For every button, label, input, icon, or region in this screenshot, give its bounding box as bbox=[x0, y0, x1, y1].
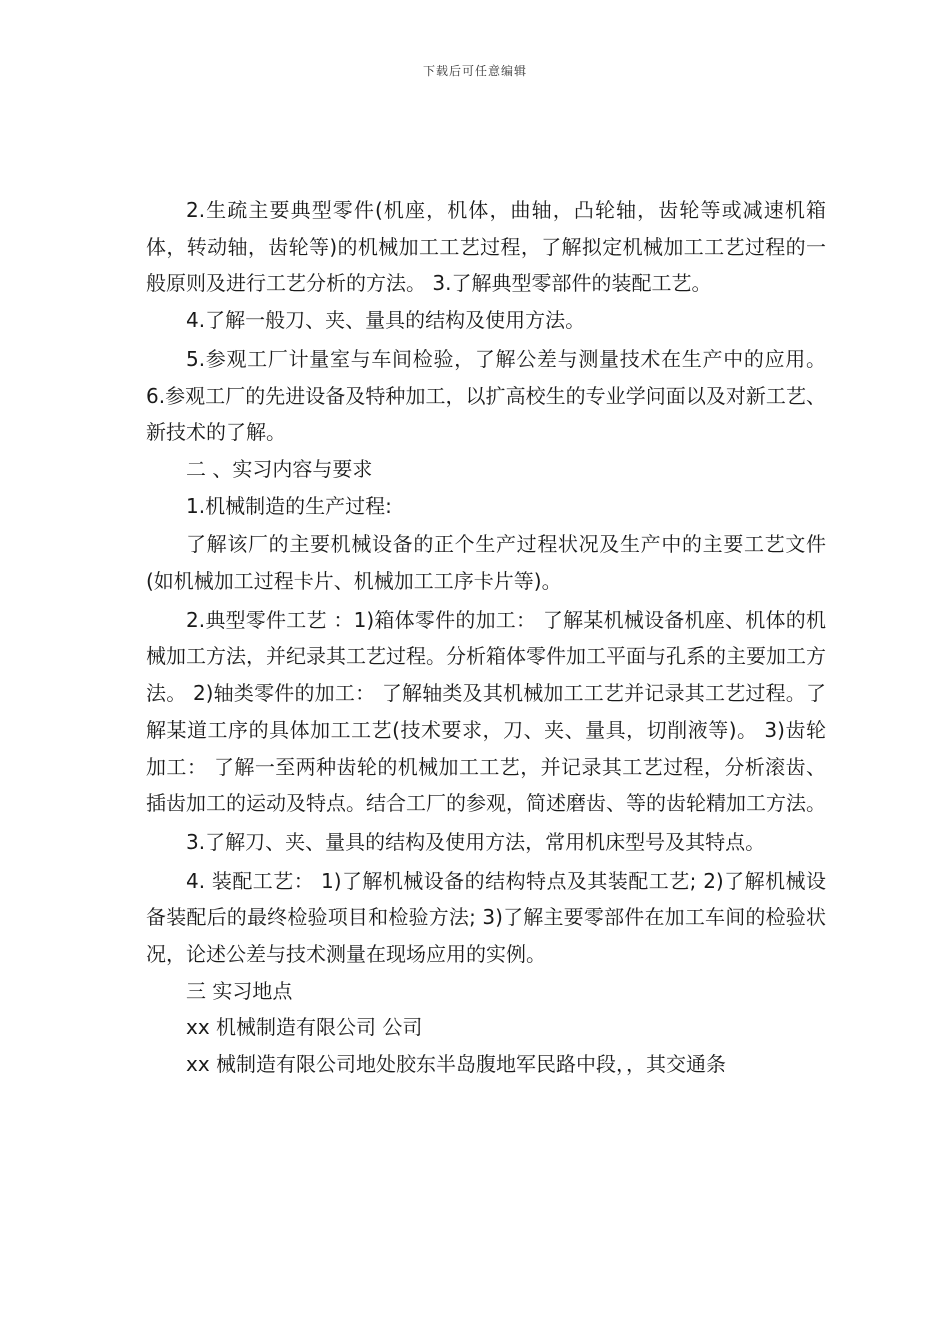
paragraph-company-name: xx 机械制造有限公司 公司 bbox=[186, 1015, 423, 1040]
paragraph-objective-4: 4.了解一般刀、夹、量具的结构及使用方法。 bbox=[186, 308, 586, 333]
paragraph-tools-machines: 3.了解刀、夹、量具的结构及使用方法，常用机床型号及其特点。 bbox=[186, 829, 766, 854]
paragraph-objective-2-3: 2.生疏主要典型零件(机座，机体，曲轴，凸轮轴，齿轮等或减速机箱体，转动轴，齿轮等)的机械加工工艺过程，了解拟定机械加工工艺过程的一般原则及进行工艺分析的方法。 3.了解典型零部件的装配工艺。 bbox=[146, 198, 826, 296]
paragraph-production-process-title: 1.机械制造的生产过程: bbox=[186, 493, 392, 518]
paragraph-objective-5-6: 5.参观工厂计量室与车间检验，了解公差与测量技术在生产中的应用。 6.参观工厂的先进设备及特种加工，以扩高校生的专业学问面以及对新工艺、新技术的了解。 bbox=[146, 346, 826, 445]
paragraph-assembly-process: 4. 装配工艺： 1)了解机械设备的结构特点及其装配工艺; 2)了解机械设备装配后的最终检验项目和检验方法; 3)了解主要零部件在加工车间的检验状况，论述公差与技术测量在现场应用的实例。 bbox=[146, 868, 826, 967]
paragraph-production-process: 了解该厂的主要机械设备的正个生产过程状况及生产中的主要工艺文件(如机械加工过程卡片、机械加工工序卡片等)。 bbox=[146, 532, 826, 594]
paragraph-company-description: xx 械制造有限公司地处胶东半岛腹地军民路中段，，其交通条 bbox=[186, 1052, 727, 1077]
section-heading-location: 三 实习地点 bbox=[186, 978, 293, 1003]
paragraph-typical-parts-process: 2.典型零件工艺 ：1)箱体零件的加工： 了解某机械设备机座、机体的机械加工方法，并纪录其工艺过程。分析箱体零件加工平面与孔系的主要加工方法。 2)轴类零件的加工： 了解轴类及其机械加工工艺并记录其工艺过程。了解某道工序的具体加工工艺(技术要求，刀、夹、量具，切削液等)。 3)齿轮加工： 了解一至两种齿轮的机械加工工艺，并记录其工艺过程，分析滚齿、插齿加工的运动及特点。结合工厂的参观，简述磨齿、等的齿轮精加工方法。 bbox=[146, 607, 826, 816]
section-heading-content-requirements: 二 、实习内容与要求 bbox=[186, 456, 373, 481]
document-body bbox=[146, 192, 826, 1083]
page-header-note: 下载后可任意编辑 bbox=[422, 64, 527, 78]
